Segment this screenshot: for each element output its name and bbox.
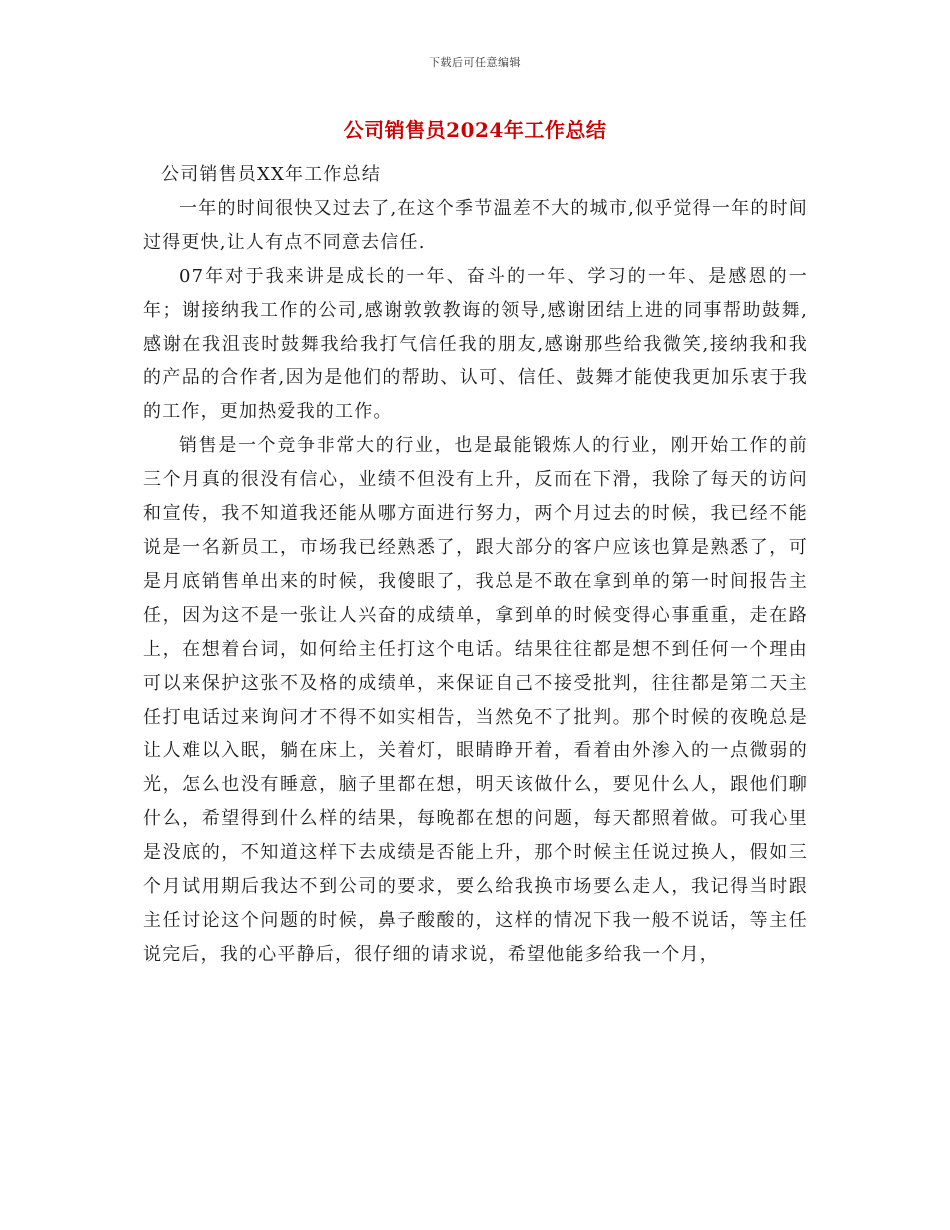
paragraph-2: 07年对于我来讲是成长的一年、奋斗的一年、学习的一年、是感恩的一年；谢接纳我工作的公司,感谢敦敦教诲的领导,感谢团结上进的同事帮助鼓舞,感谢在我沮丧时鼓舞我给我打气信任我的朋友,感谢那些给我微笑,接纳我和我的产品的合作者,因为是他们的帮助、认可、信任、鼓舞才能使我更加乐衷于我的工作，更加热爱我的工作。 (143, 265, 808, 423)
paragraph-3: 销售是一个竞争非常大的行业，也是最能锻炼人的行业，刚开始工作的前三个月真的很没有信心，业绩不但没有上升，反而在下滑，我除了每天的访问和宣传，我不知道我还能从哪方面进行努力，两个月过去的时候，我已经不能说是一名新员工，市场我已经熟悉了，跟大部分的客户应该也算是熟悉了，可是月底销售单出来的时候，我傻眼了，我总是不敢在拿到单的第一时间报告主任，因为这不是一张让人兴奋的成绩单，拿到单的时候变得心事重重，走在路上，在想着台词，如何给主任打这个电话。结果往往都是想不到任何一个理由可以来保护这张不及格的成绩单，来保证自己不接受批判，往往都是第二天主任打电话过来询问才不得不如实相告，当然免不了批判。那个时候的夜晚总是让人难以入眠，躺在床上，关着灯，眼睛睁开着，看着由外渗入的一点微弱的光，怎么也没有睡意，脑子里都在想，明天该做什么，要见什么人，跟他们聊什么，希望得到什么样的结果，每晚都在想的问题，每天都照着做。可我心里是没底的，不知道这样下去成绩是否能上升，那个时候主任说过换人，假如三个月试用期后我达不到公司的要求，要么给我换市场要么走人，我记得当时跟主任讨论这个问题的时候，鼻子酸酸的，这样的情况下我一般不说话，等主任说完后，我的心平静后，很仔细的请求说，希望他能多给我一个月， (143, 435, 808, 965)
document-title: 公司销售员2024年工作总结 (343, 118, 607, 142)
paragraph-1: 一年的时间很快又过去了,在这个季节温差不大的城市,似乎觉得一年的时间过得更快,让人有点不同意去信任. (143, 197, 808, 253)
header-note: 下载后可任意编辑 (429, 56, 521, 69)
document-subtitle: 公司销售员XX年工作总结 (161, 164, 382, 185)
document-body (143, 158, 808, 972)
